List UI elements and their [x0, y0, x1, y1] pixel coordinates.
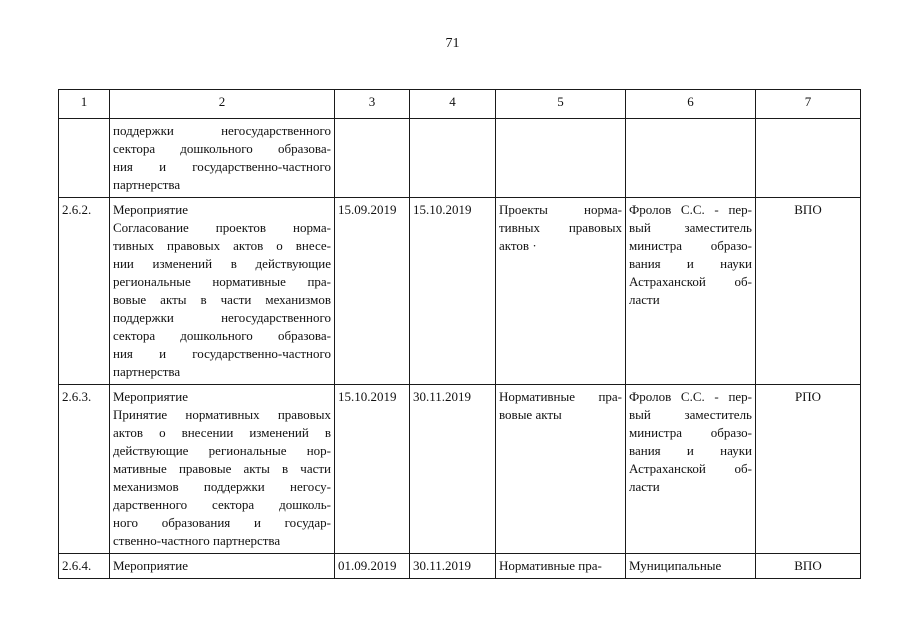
description-line: дарственного сектора дошколь-	[113, 497, 331, 512]
responsible-line: ласти	[629, 292, 660, 307]
start-date-cell: 15.09.2019	[335, 198, 410, 385]
description-line: Мероприятие	[113, 558, 188, 573]
responsible-line: Астраханской об-	[629, 274, 752, 289]
responsible-line: вания и науки	[629, 443, 752, 458]
result-line: Нормативные пра-	[499, 558, 602, 573]
responsible-cell	[626, 554, 756, 579]
description-line: Мероприятие	[113, 202, 188, 217]
result-line: актов ·	[499, 238, 537, 253]
result-cell	[496, 554, 626, 579]
responsible-line: Астраханской об-	[629, 461, 752, 476]
description-line: партнерства	[113, 364, 181, 379]
table-row	[59, 119, 861, 198]
description-line: тивных правовых актов о внесе-	[113, 238, 331, 253]
end-date-cell: 30.11.2019	[410, 385, 496, 554]
responsible-line: министра образо-	[629, 425, 752, 440]
item-number-cell: 2.6.2.	[59, 198, 110, 385]
funding-source-cell: ВПО	[756, 198, 861, 385]
column-header-6: 6	[626, 90, 756, 119]
description-cell	[110, 119, 335, 198]
description-line: ния и государственно-частного	[113, 346, 331, 361]
item-number-cell: 2.6.4.	[59, 554, 110, 579]
table-header-row	[59, 90, 861, 119]
result-line: вовые акты	[499, 407, 562, 422]
responsible-cell	[626, 385, 756, 554]
table-row	[59, 554, 861, 579]
page-number: 71	[445, 36, 460, 51]
description-line: партнерства	[113, 177, 181, 192]
result-cell	[496, 385, 626, 554]
responsible-line: министра образо-	[629, 238, 752, 253]
description-line: Принятие нормативных правовых	[113, 407, 331, 422]
responsible-line: вый заместитель	[629, 407, 752, 422]
column-header-3: 3	[335, 90, 410, 119]
end-date-cell	[410, 119, 496, 198]
description-cell	[110, 554, 335, 579]
start-date-cell	[335, 119, 410, 198]
responsible-cell	[626, 198, 756, 385]
description-line: актов о внесении изменений в	[113, 425, 331, 440]
funding-source-cell	[756, 119, 861, 198]
document-table	[58, 89, 861, 579]
result-line: тивных правовых	[499, 220, 622, 235]
description-line: поддержки негосударственного	[113, 123, 331, 138]
item-number-cell	[59, 119, 110, 198]
description-line: ственно-частного партнерства	[113, 533, 281, 548]
result-line: Проекты норма-	[499, 202, 622, 217]
end-date-cell: 30.11.2019	[410, 554, 496, 579]
table-row	[59, 385, 861, 554]
start-date-cell: 15.10.2019	[335, 385, 410, 554]
column-header-4: 4	[410, 90, 496, 119]
column-header-2: 2	[110, 90, 335, 119]
description-line: Мероприятие	[113, 389, 188, 404]
description-line: ного образования и государ-	[113, 515, 331, 530]
responsible-line: Фролов С.С. - пер-	[629, 389, 752, 404]
result-cell	[496, 119, 626, 198]
description-line: региональные нормативные пра-	[113, 274, 331, 289]
funding-source-cell: ВПО	[756, 554, 861, 579]
funding-source-cell: РПО	[756, 385, 861, 554]
description-line: сектора дошкольного образова-	[113, 328, 331, 343]
table-body	[59, 119, 861, 579]
column-header-1: 1	[59, 90, 110, 119]
description-cell	[110, 198, 335, 385]
description-line: ния и государственно-частного	[113, 159, 331, 174]
item-number-cell: 2.6.3.	[59, 385, 110, 554]
description-line: действующие региональные нор-	[113, 443, 331, 458]
result-line: Нормативные пра-	[499, 389, 622, 404]
description-line: поддержки негосударственного	[113, 310, 331, 325]
responsible-line: вый заместитель	[629, 220, 752, 235]
responsible-line: Муниципальные	[629, 558, 722, 573]
start-date-cell: 01.09.2019	[335, 554, 410, 579]
result-cell	[496, 198, 626, 385]
column-header-5: 5	[496, 90, 626, 119]
responsible-line: Фролов С.С. - пер-	[629, 202, 752, 217]
responsible-line: ласти	[629, 479, 660, 494]
description-line: вовые акты в части механизмов	[113, 292, 331, 307]
description-cell	[110, 385, 335, 554]
description-line: сектора дошкольного образова-	[113, 141, 331, 156]
responsible-line: вания и науки	[629, 256, 752, 271]
responsible-cell	[626, 119, 756, 198]
description-line: механизмов поддержки негосу-	[113, 479, 331, 494]
end-date-cell: 15.10.2019	[410, 198, 496, 385]
description-line: Согласование проектов норма-	[113, 220, 331, 235]
description-line: мативные правовые акты в части	[113, 461, 331, 476]
table-row	[59, 198, 861, 385]
description-line: нии изменений в действующие	[113, 256, 331, 271]
column-header-7: 7	[756, 90, 861, 119]
